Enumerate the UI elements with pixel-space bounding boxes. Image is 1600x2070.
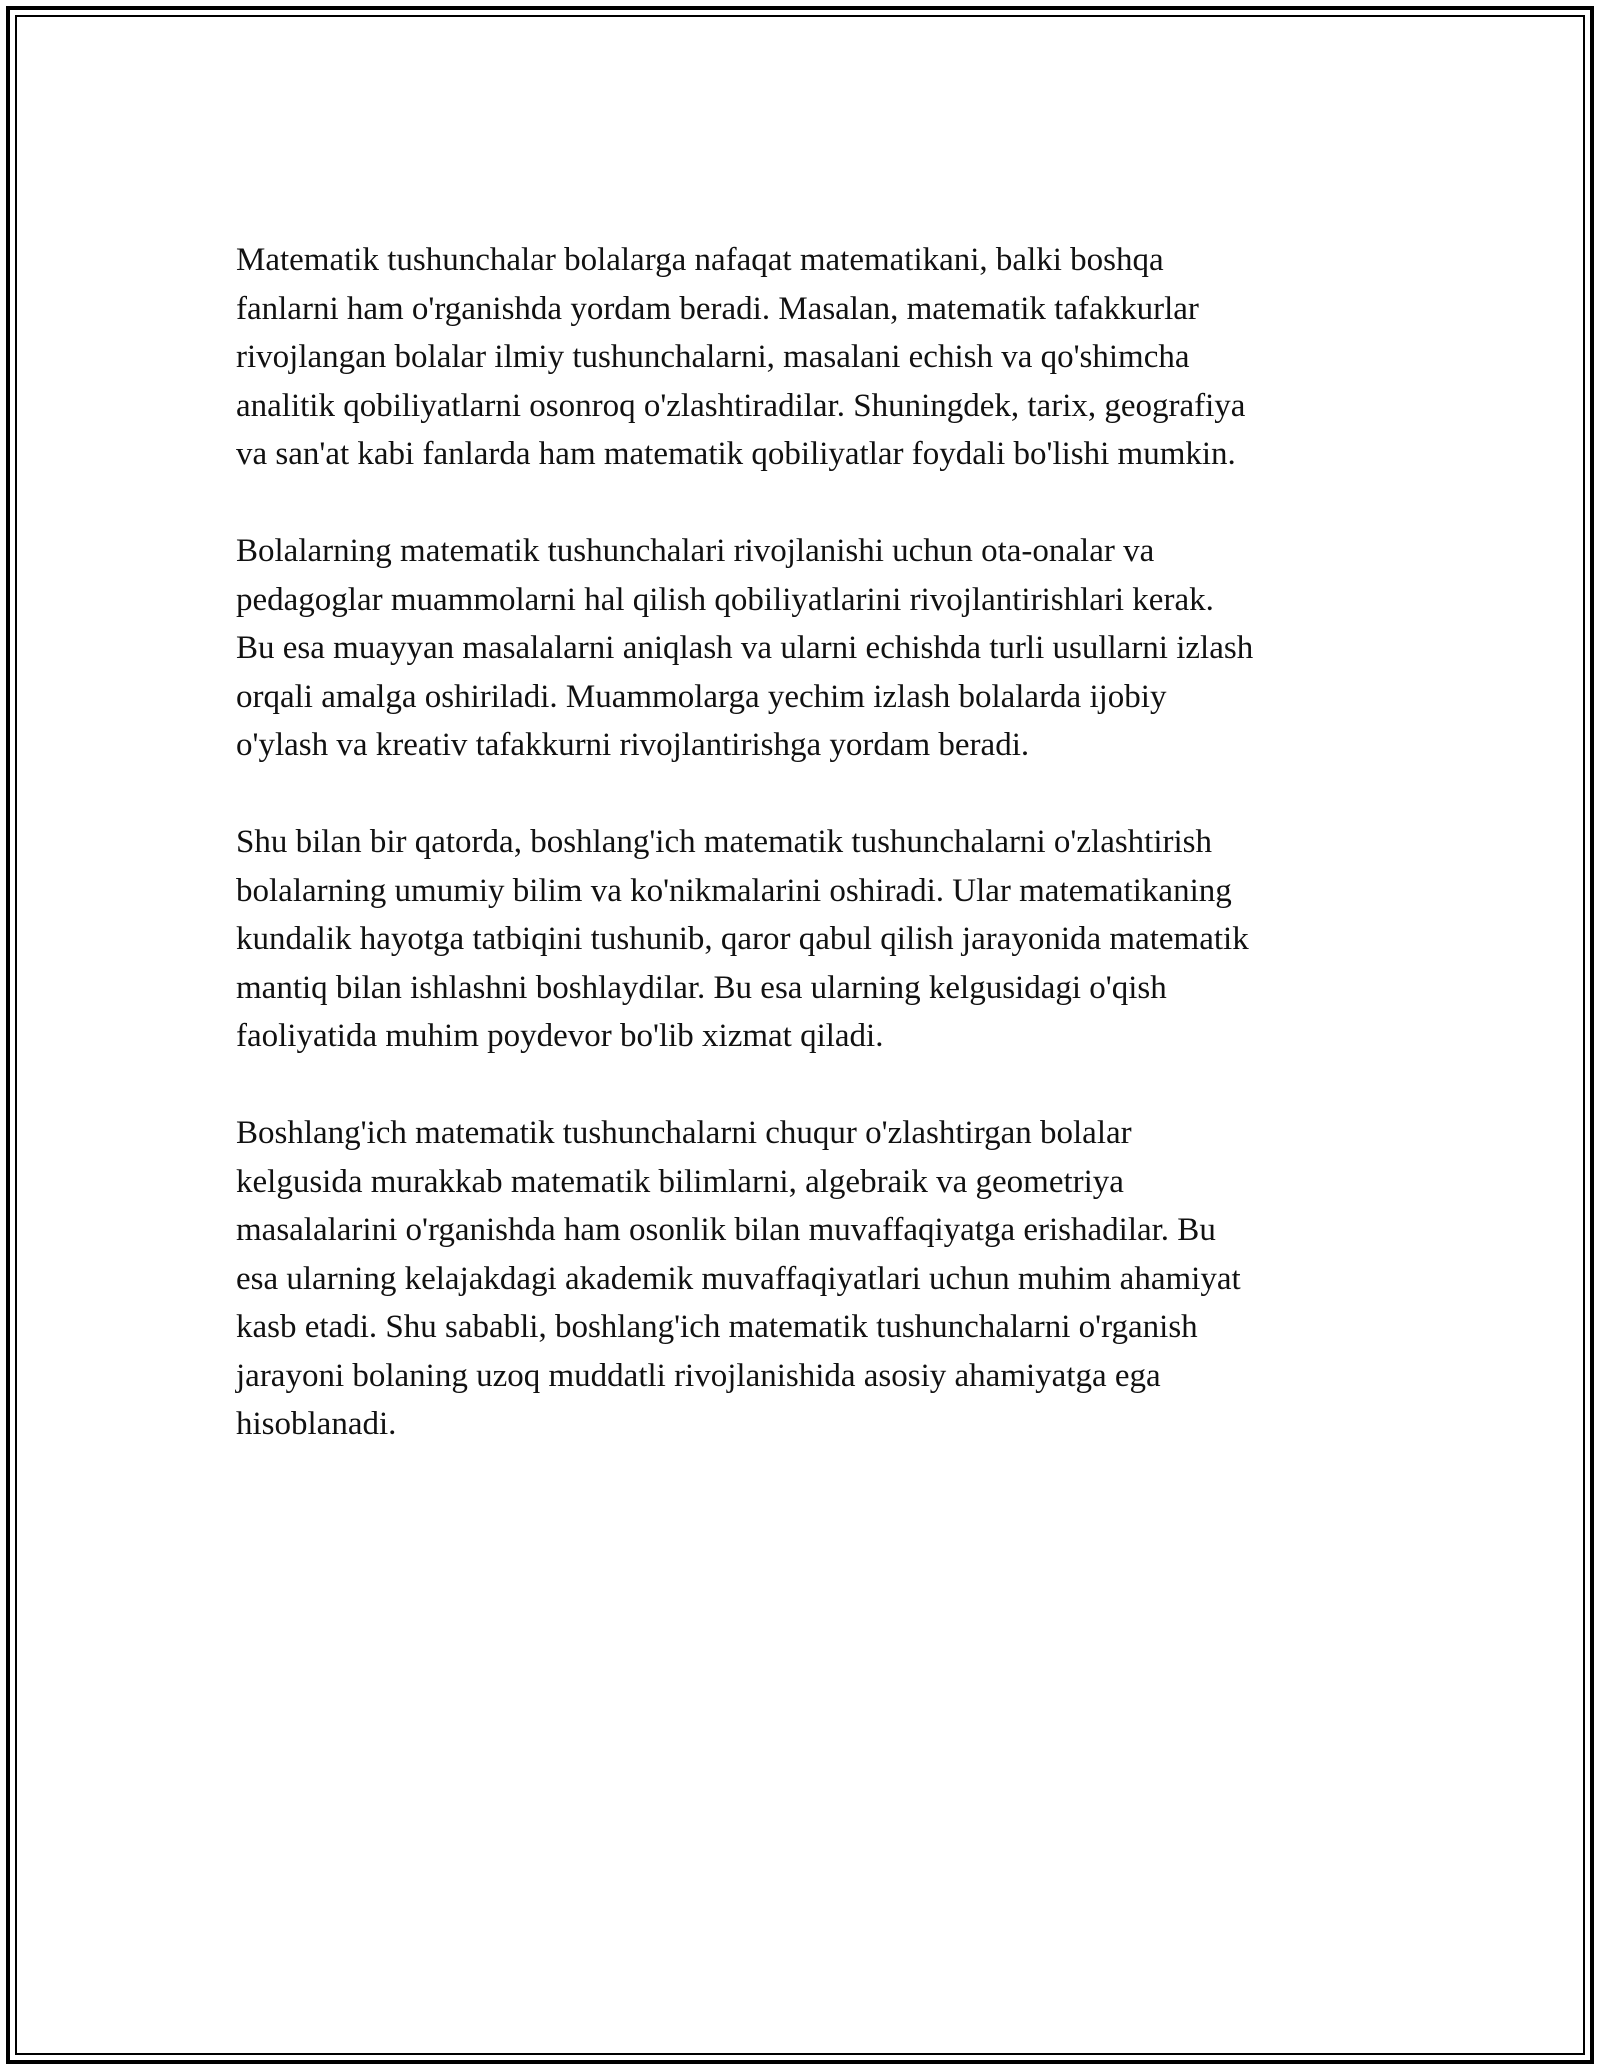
paragraph-3: Shu bilan bir qatorda, boshlang'ich matematik tushunchalarni o'zlashtirish bolalarning umumiy bilim va ko'nikmalarini oshiradi. Ular matematikaning kundalik hayotga tatbiqini tushunib, qaror qabul qilish jarayonida matematik mantiq bilan ishlashni boshlaydilar. Bu esa ularning kelgusidagi o'qish faoliyatida muhim poydevor bo'lib xizmat qiladi. [236, 824, 1249, 1054]
paragraph-2: Bolalarning matematik tushunchalari rivojlanishi uchun ota-onalar va pedagoglar muammolarni hal qilish qobiliyatlarini rivojlantirishlari kerak. Bu esa muayyan masalalarni aniqlash va ularni echishda turli usullarni izlash orqali amalga oshiriladi. Muammolarga yechim izlash bolalarda ijobiy o'ylash va kreativ tafakkurni rivojlantirishga yordam beradi. [236, 533, 1254, 763]
paragraph-1: Matematik tushunchalar bolalarga nafaqat matematikani, balki boshqa fanlarni ham o'rganishda yordam beradi. Masalan, matematik tafakkurlar rivojlangan bolalar ilmiy tushunchalarni, masalani echish va qo'shimcha analitik qobiliyatlarni osonroq o'zlashtiradilar. Shuningdek, tarix, geografiya va san'at kabi fanlarda ham matematik qobiliyatlar foydali bo'lishi mumkin. [236, 242, 1246, 472]
paragraph-4: Boshlang'ich matematik tushunchalarni chuqur o'zlashtirgan bolalar kelgusida murakkab matematik bilimlarni, algebraik va geometriya masalalarini o'rganishda ham osonlik bilan muvaffaqiyatga erishadilar. Bu esa ularning kelajakdagi akademik muvaffaqiyatlari uchun muhim ahamiyat kasb etadi. Shu sababli, boshlang'ich matematik tushunchalarni o'rganish jarayoni bolaning uzoq muddatli rivojlanishida asosiy ahamiyatga ega hisoblanadi. [236, 1115, 1241, 1442]
document-body [236, 236, 1366, 1497]
